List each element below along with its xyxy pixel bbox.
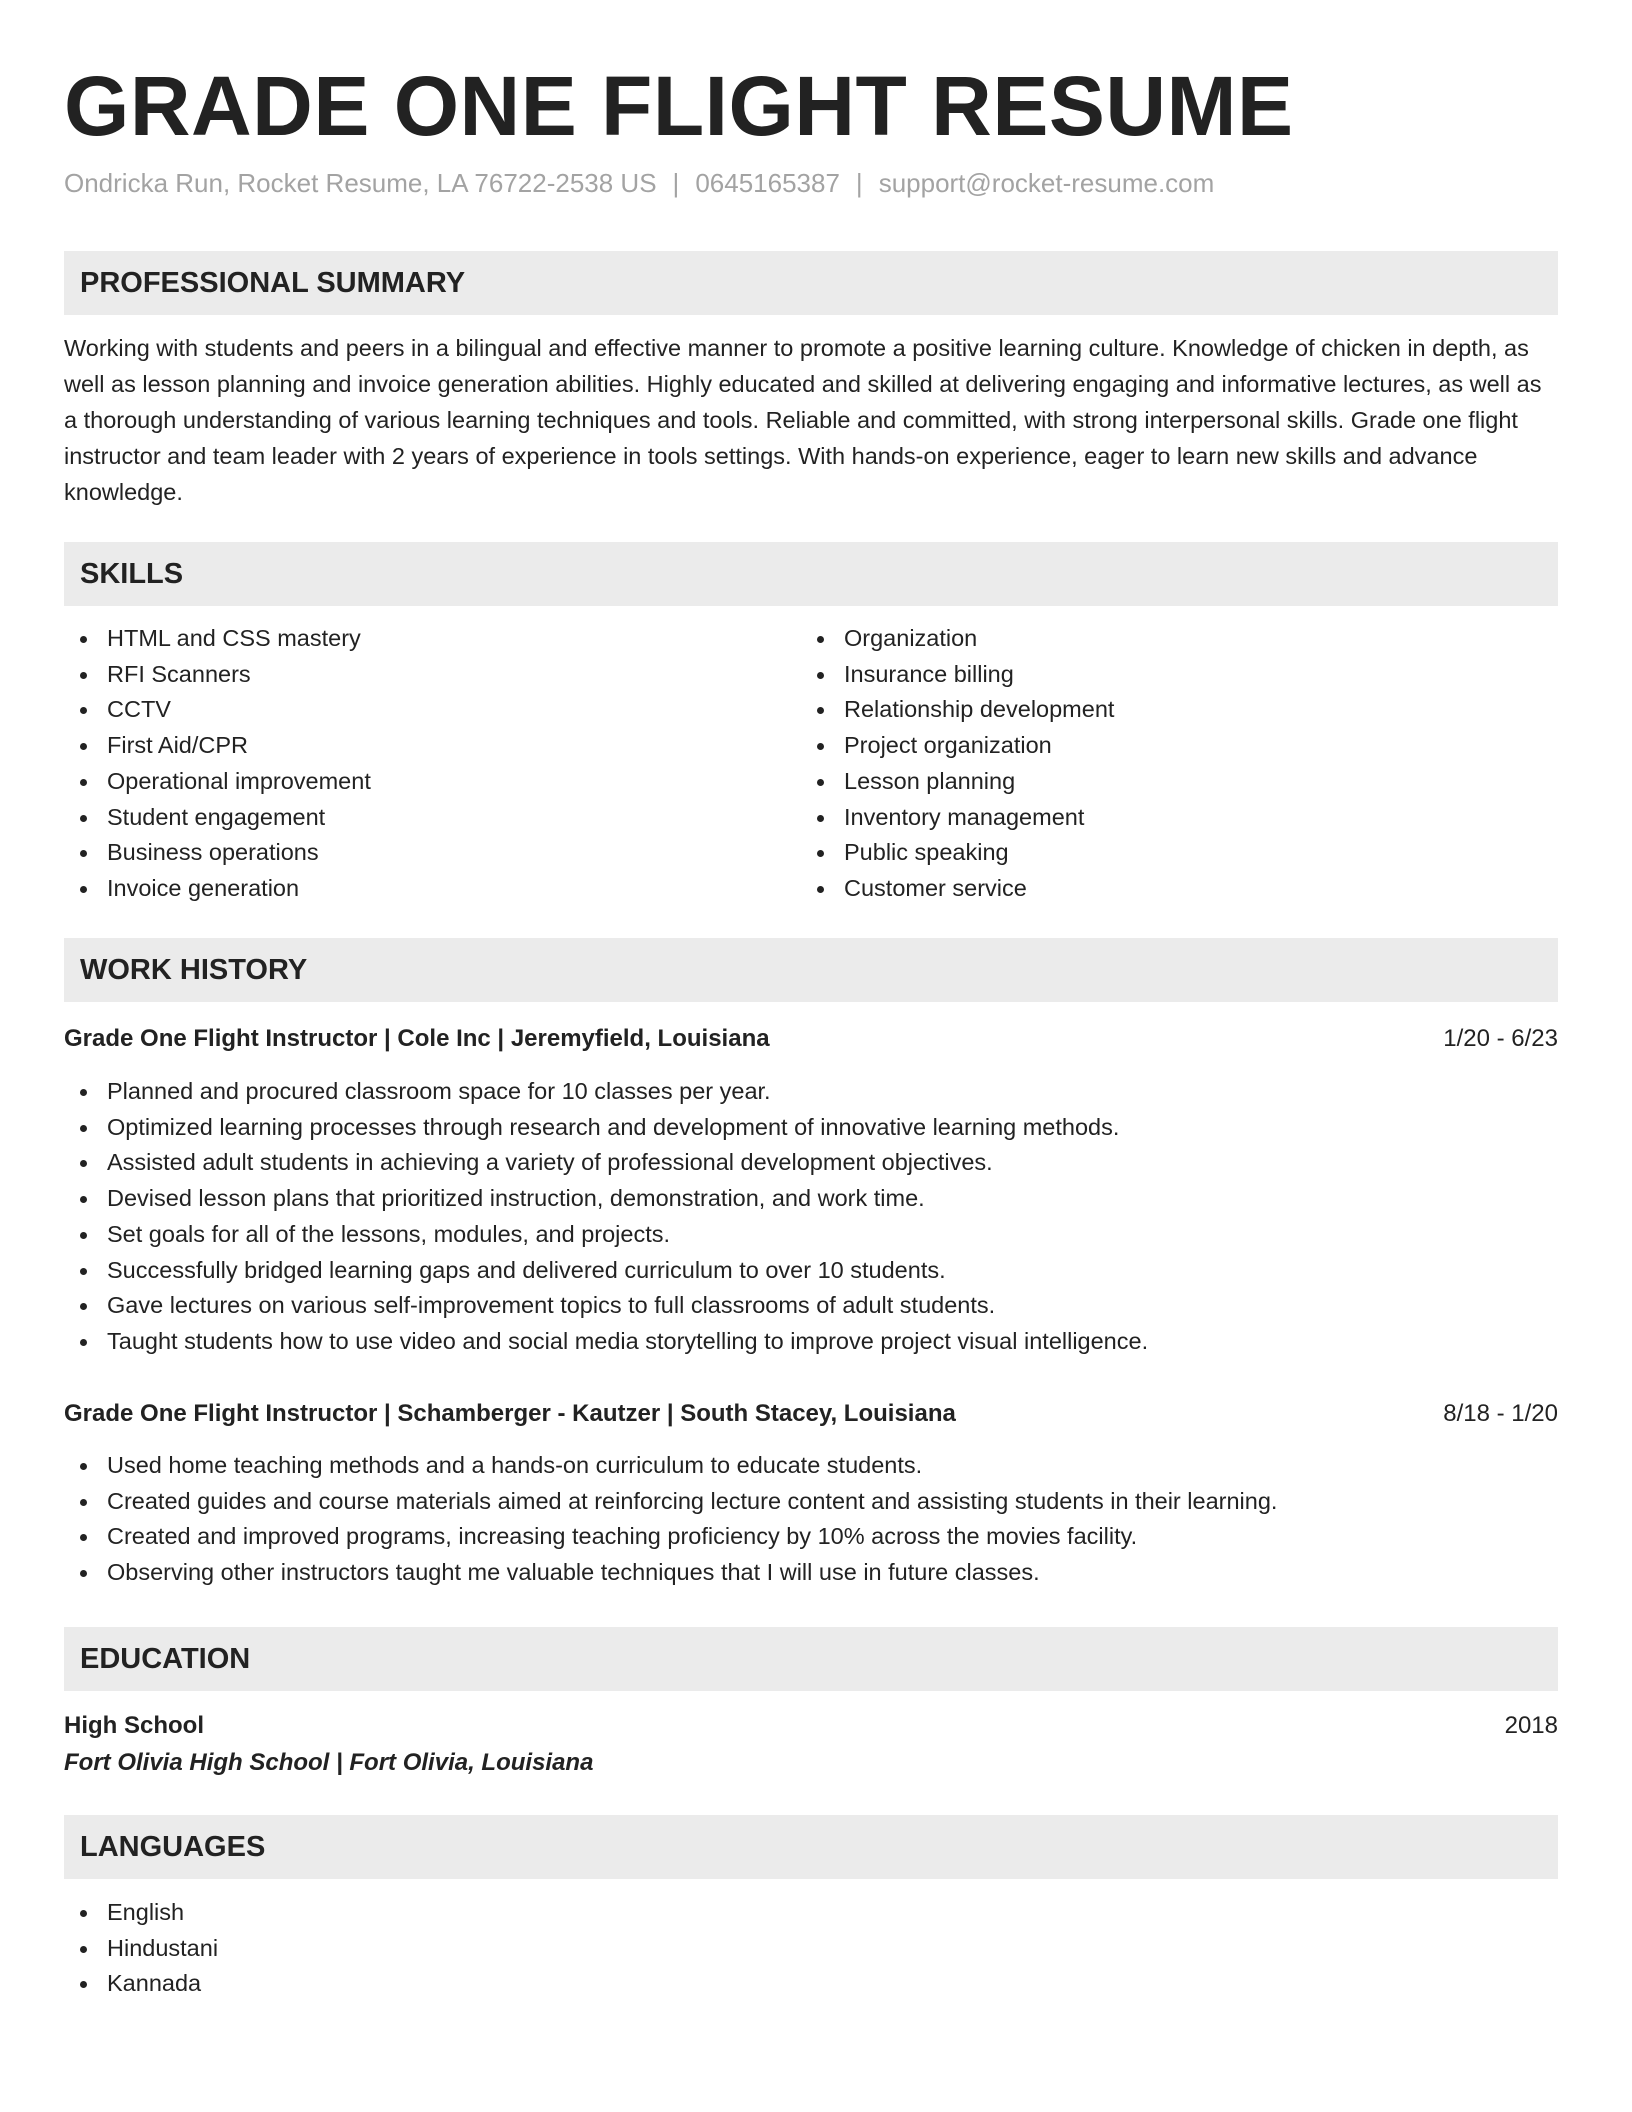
- job-title: Grade One Flight Instructor | Cole Inc | Jeremyfield, Louisiana: [64, 1025, 770, 1052]
- education-school: Fort Olivia High School | Fort Olivia, Louisiana: [64, 1749, 594, 1776]
- skill-item: HTML and CSS mastery: [64, 621, 371, 657]
- job-title: Grade One Flight Instructor | Schamberger - Kautzer | South Stacey, Louisiana: [64, 1400, 956, 1427]
- skill-item: First Aid/CPR: [64, 728, 371, 764]
- job-bullet: Optimized learning processes through research and development of innovative learning methods.: [64, 1110, 1148, 1146]
- contact-address: Ondricka Run, Rocket Resume, LA 76722-2538 US: [64, 168, 657, 198]
- summary-text: Working with students and peers in a bilingual and effective manner to promote a positive learning culture. Knowledge of chicken in depth, as well as lesson planning and invoice generation abilities. Highly educated and skilled at delivering engaging and informative lectures, as well as a thorough understanding of various learning techniques and tools. Reliable and committed, with strong interpersonal skills. Grade one flight instructor and team leader with 2 years of experience in tools settings. With hands-on experience, eager to learn new skills and advance knowledge.: [64, 335, 1542, 505]
- job-dates: 1/20 - 6/23: [1443, 1025, 1558, 1052]
- skill-item: Customer service: [801, 871, 1114, 907]
- education-degree: High School: [64, 1712, 204, 1739]
- job-bullet: Used home teaching methods and a hands-on curriculum to educate students.: [64, 1448, 1277, 1484]
- work-section-title: WORK HISTORY: [80, 954, 308, 986]
- resume-title: GRADE ONE FLIGHT RESUME: [64, 59, 1294, 153]
- contact-phone: 0645165387: [695, 168, 840, 198]
- language-item: Hindustani: [64, 1931, 218, 1967]
- contact-line: [64, 166, 1214, 200]
- work-section-header: [64, 938, 1558, 1002]
- languages-section-header: [64, 1815, 1558, 1879]
- language-item: Kannada: [64, 1966, 218, 2002]
- skill-item: Operational improvement: [64, 764, 371, 800]
- job-bullets: [64, 1448, 1277, 1591]
- contact-separator: |: [672, 168, 680, 198]
- skill-item: Insurance billing: [801, 657, 1114, 693]
- education-year: 2018: [1504, 1712, 1558, 1739]
- job-bullet: Planned and procured classroom space for 10 classes per year.: [64, 1074, 1148, 1110]
- skills-list-right: [801, 621, 1114, 907]
- languages-section-title: LANGUAGES: [80, 1831, 266, 1863]
- skill-item: Project organization: [801, 728, 1114, 764]
- job-heading-row: [64, 1396, 1558, 1432]
- job-bullet: Assisted adult students in achieving a variety of professional development objectives.: [64, 1145, 1148, 1181]
- summary-section-header: [64, 251, 1558, 315]
- job-bullet: Gave lectures on various self-improvement topics to full classrooms of adult students.: [64, 1288, 1148, 1324]
- skill-item: Business operations: [64, 835, 371, 871]
- skill-item: Invoice generation: [64, 871, 371, 907]
- job-bullets: [64, 1074, 1148, 1360]
- skill-item: Organization: [801, 621, 1114, 657]
- contact-separator: |: [855, 168, 863, 198]
- job-bullet: Observing other instructors taught me valuable techniques that I will use in future classes.: [64, 1555, 1277, 1591]
- education-row: [64, 1708, 1558, 1744]
- job-bullet: Taught students how to use video and social media storytelling to improve project visual intelligence.: [64, 1324, 1148, 1360]
- skill-item: RFI Scanners: [64, 657, 371, 693]
- languages-list: [64, 1895, 218, 2002]
- skill-item: Lesson planning: [801, 764, 1114, 800]
- job-bullet: Devised lesson plans that prioritized instruction, demonstration, and work time.: [64, 1181, 1148, 1217]
- skill-item: Relationship development: [801, 692, 1114, 728]
- job-bullet: Created and improved programs, increasing teaching proficiency by 10% across the movies facility.: [64, 1519, 1277, 1555]
- job-bullet: Successfully bridged learning gaps and delivered curriculum to over 10 students.: [64, 1253, 1148, 1289]
- skills-section-header: [64, 542, 1558, 606]
- contact-email[interactable]: support@rocket-resume.com: [878, 168, 1215, 198]
- summary-section-title: PROFESSIONAL SUMMARY: [80, 267, 466, 299]
- skill-item: Student engagement: [64, 800, 371, 836]
- skills-list-left: [64, 621, 371, 907]
- job-bullet: Set goals for all of the lessons, modules, and projects.: [64, 1217, 1148, 1253]
- skill-item: Inventory management: [801, 800, 1114, 836]
- skill-item: Public speaking: [801, 835, 1114, 871]
- language-item: English: [64, 1895, 218, 1931]
- skill-item: CCTV: [64, 692, 371, 728]
- education-section-title: EDUCATION: [80, 1643, 251, 1675]
- job-bullet: Created guides and course materials aimed at reinforcing lecture content and assisting students in their learning.: [64, 1484, 1277, 1520]
- job-heading-row: [64, 1021, 1558, 1057]
- job-dates: 8/18 - 1/20: [1443, 1400, 1558, 1427]
- education-section-header: [64, 1627, 1558, 1691]
- skills-section-title: SKILLS: [80, 558, 184, 590]
